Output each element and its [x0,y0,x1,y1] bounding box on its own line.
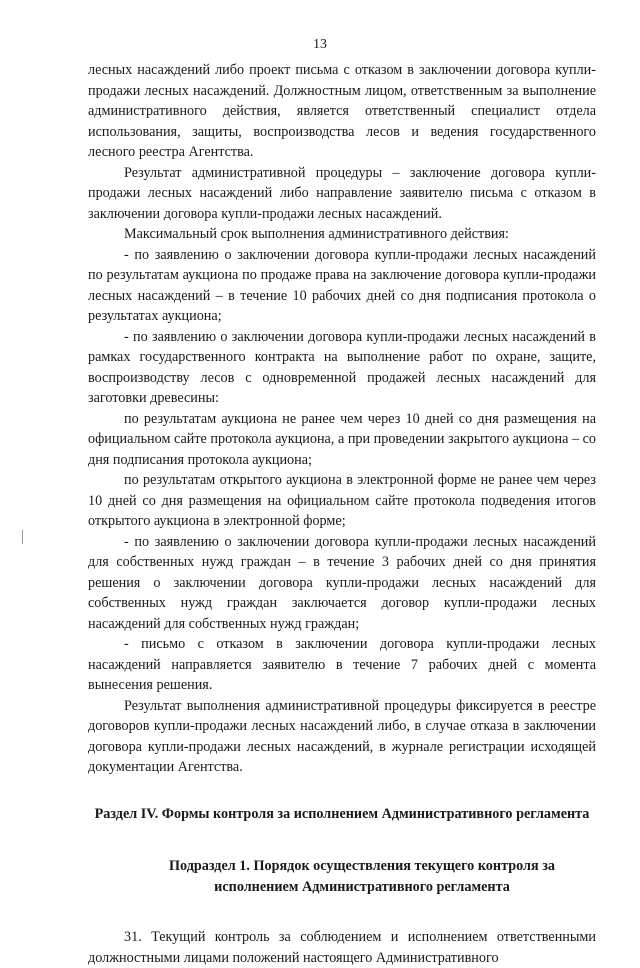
paragraph: по результатам аукциона не ранее чем через 10 дней со дня размещения на официальном сайте протокола аукциона, а при проведении закрытого аукциона – со дня подписания протокола аукциона; [88,410,596,468]
paragraph: Результат выполнения административной процедуры фиксируется в реестре договоров купли-продажи лесных насаждений либо, в случае отказа в заключении договора купли-продажи лесных насаждений, в журнале регистрации исходящей документации Агентства. [88,697,596,775]
paragraph: по результатам открытого аукциона в электронной форме не ранее чем через 10 дней со дня размещения на официальном сайте протокола подведения итогов открытого аукциона в электронной форме; [88,472,596,529]
list-item: - по заявлению о заключении договора купли-продажи лесных насаждений по результатам аукциона по продаже права на заключение договора купли-продажи лесных насаждений – в течение 10 рабочих дней со дня подписания протокола о результатах аукциона; [88,246,596,324]
paragraph: Результат административной процедуры – заключение договора купли-продажи лесных насаждений либо направление заявителю письма с отказом в заключении договора купли-продажи лесных насаждений. [88,164,596,222]
margin-mark [22,530,23,544]
list-item: - по заявлению о заключении договора купли-продажи лесных насаждений в рамках государственного контракта на выполнение работ по охране, защите, воспроизводству лесов с одновременной продажей лесных насаждений для заготовки древесины: [88,328,596,406]
paragraph: 31. Текущий контроль за соблюдением и исполнением ответственными должностными лицами положений настоящего Административного [88,929,596,966]
subsection-title: Подраздел 1. Порядок осуществления текущего контроля за исполнением Административного регламента [168,858,555,895]
section-title: Раздел IV. Формы контроля за исполнением Административного регламента [94,805,590,822]
list-item: - по заявлению о заключении договора купли-продажи лесных насаждений для собственных нужд граждан – в течение 3 рабочих дней со дня принятия решения о заключении договора купли-продажи лесных насаждений для собственных нужд граждан заключается договор купли-продажи лесных насаждений для собственных нужд граждан; [88,533,596,632]
paragraph: лесных насаждений либо проект письма с отказом в заключении договора купли-продажи лесных насаждений. Должностным лицом, ответственным за выполнение административного действия, является ответственный специалист отдела использования, защиты, воспроизводства лесов и ведения государственного лесного реестра Агентства. [88,62,596,160]
paragraph: Максимальный срок выполнения административного действия: [124,226,509,242]
page-number: 13 [313,37,327,52]
list-item: - письмо с отказом в заключении договора купли-продажи лесных насаждений направляется заявителю в течение 7 рабочих дней с момента вынесения решения. [88,636,596,693]
document-body [88,60,596,968]
